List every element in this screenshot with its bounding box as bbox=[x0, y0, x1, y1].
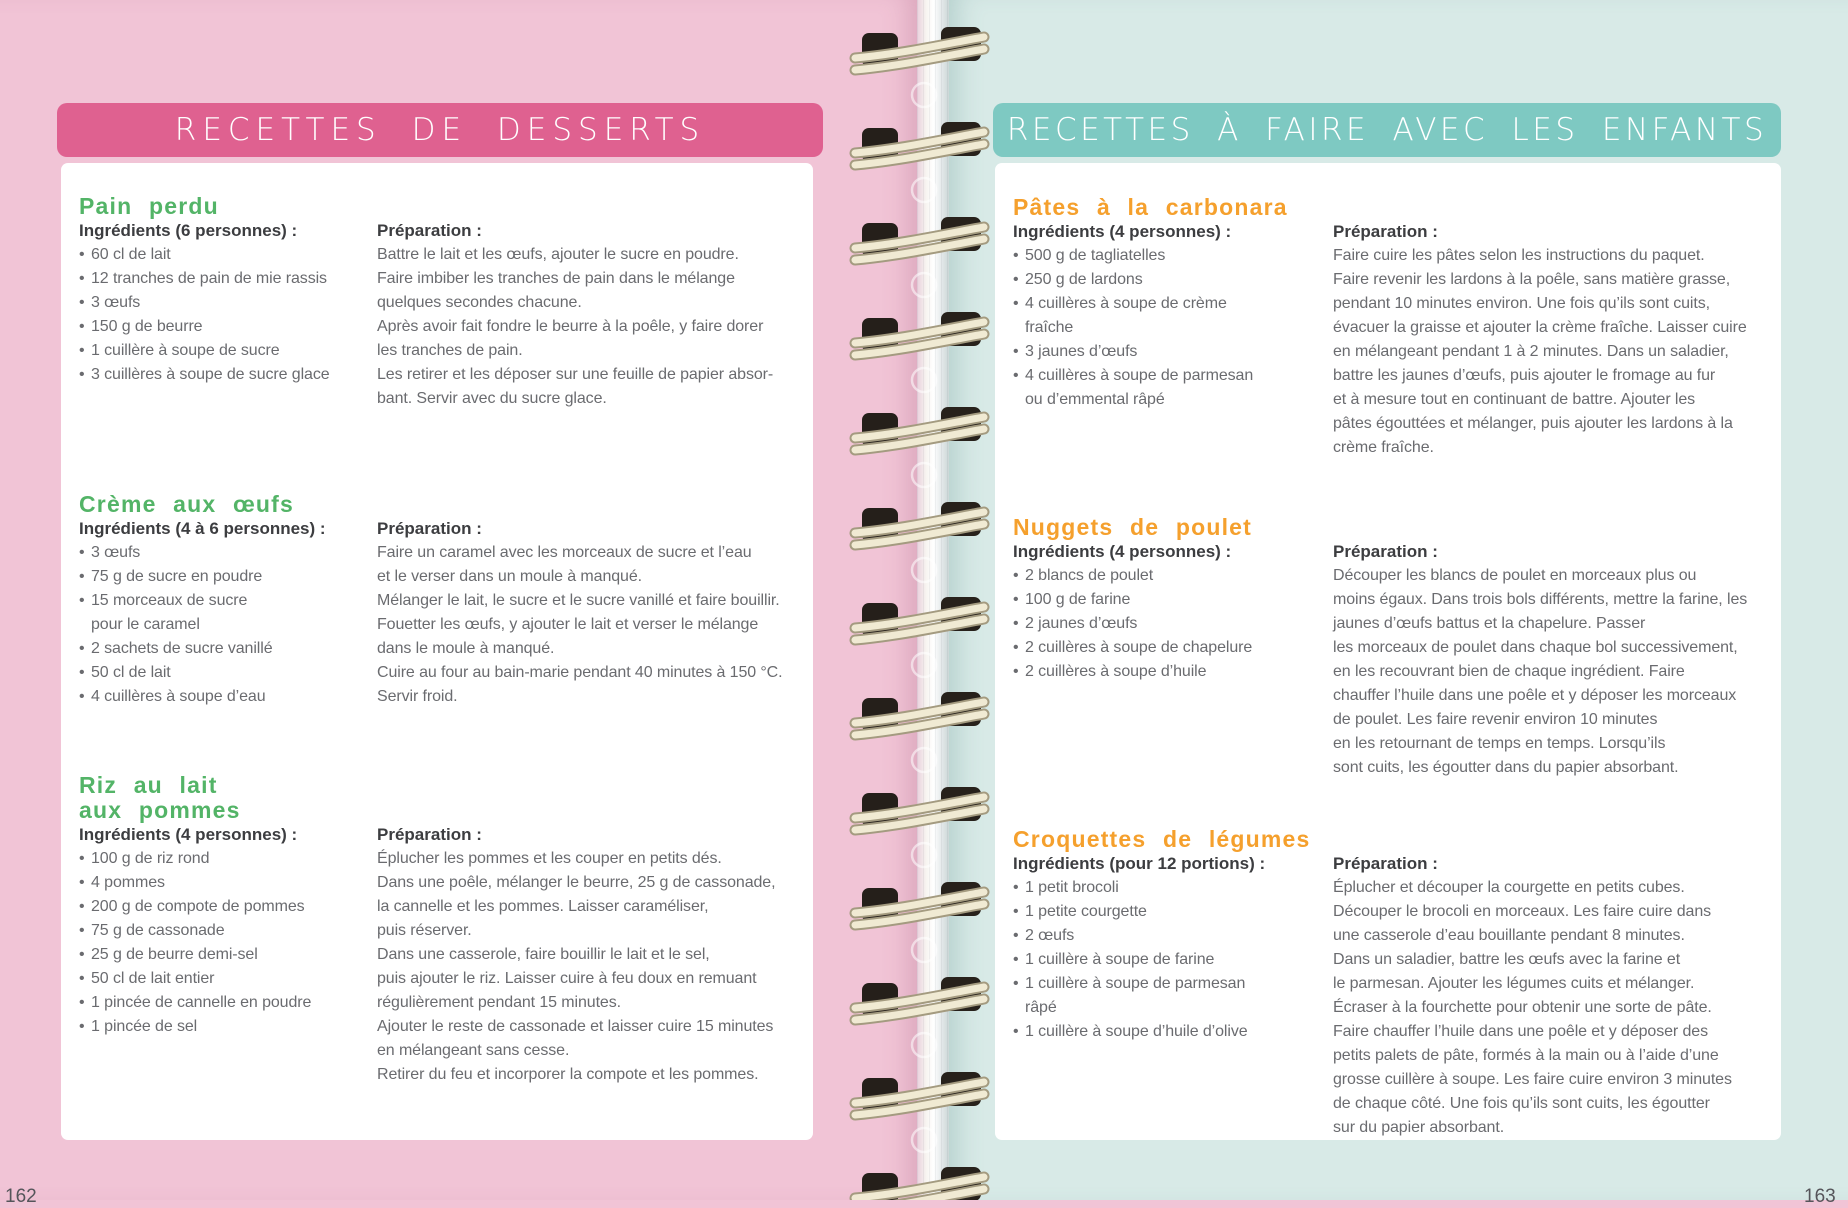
bullet-icon: • bbox=[1013, 295, 1019, 312]
ingredient-item: • 1 cuillère à soupe de farine bbox=[1013, 948, 1775, 972]
recipe bbox=[79, 772, 807, 1083]
bullet-icon: • bbox=[79, 640, 85, 657]
preparation-line: Battre le lait et les œufs, ajouter le sucre en poudre. bbox=[377, 246, 739, 263]
bullet-icon: • bbox=[1013, 591, 1019, 608]
recipe-title-line: aux pommes bbox=[79, 797, 241, 823]
bullet-icon: • bbox=[79, 318, 85, 335]
bullet-icon: • bbox=[1013, 615, 1019, 632]
preparation-line: puis ajouter le riz. Laisser cuire à feu doux en remuant bbox=[377, 970, 757, 987]
preparation-line: dans le moule à manqué. bbox=[377, 640, 555, 657]
bullet-icon: • bbox=[1013, 903, 1019, 920]
preparation-line: Dans une casserole, faire bouillir le lait et le sel, bbox=[377, 946, 710, 963]
bullet-icon: • bbox=[1013, 367, 1019, 384]
preparation-line: chauffer l’huile dans une poêle et y déposer les morceaux bbox=[1333, 687, 1737, 704]
ingredient-item: • 4 cuillères à soupe d’eau bbox=[79, 685, 807, 709]
ingredient-item: • 12 tranches de pain de mie rassis bbox=[79, 267, 807, 291]
ingredient-item: • 15 morceaux de sucre bbox=[79, 589, 807, 613]
preparation-line: Faire revenir les lardons à la poêle, sans matière grasse, bbox=[1333, 271, 1731, 288]
bullet-icon: • bbox=[79, 592, 85, 609]
bullet-icon: • bbox=[1013, 879, 1019, 896]
recipe-title-line: Croquettes de légumes bbox=[1013, 826, 1311, 852]
bullet-icon: • bbox=[79, 874, 85, 891]
preparation-text bbox=[1333, 876, 1732, 1140]
preparation-line: régulièrement pendant 15 minutes. bbox=[377, 994, 621, 1011]
right-page-banner-label: RECETTES À FAIRE AVEC LES ENFANTS bbox=[1006, 112, 1768, 148]
preparation-column bbox=[1333, 540, 1747, 780]
preparation-line: Dans un saladier, battre les œufs avec la farine et bbox=[1333, 951, 1681, 968]
bullet-icon: • bbox=[1013, 951, 1019, 968]
ingredient-item: • 3 jaunes d’œufs bbox=[1013, 340, 1775, 364]
preparation-line: moins égaux. Dans trois bols différents, mettre la farine, les bbox=[1333, 591, 1748, 608]
preparation-column bbox=[1333, 220, 1747, 460]
preparation-line: Écraser à la fourchette pour obtenir une sorte de pâte. bbox=[1333, 999, 1712, 1016]
bullet-icon: • bbox=[79, 664, 85, 681]
ingredient-item: • 75 g de sucre en poudre bbox=[79, 565, 807, 589]
bullet-icon: • bbox=[79, 946, 85, 963]
preparation-line: grosse cuillère à soupe. Les faire cuire environ 3 minutes bbox=[1333, 1071, 1732, 1088]
preparation-text bbox=[377, 243, 773, 411]
preparation-column bbox=[377, 823, 775, 1087]
ingredient-item: • 2 cuillères à soupe d’huile bbox=[1013, 660, 1775, 684]
bullet-icon: • bbox=[79, 544, 85, 561]
bullet-icon: • bbox=[79, 270, 85, 287]
recipe-title bbox=[79, 194, 807, 219]
preparation-column bbox=[377, 219, 773, 411]
preparation-line: Faire chauffer l’huile dans une poêle et y déposer des bbox=[1333, 1023, 1708, 1040]
ingredient-item: • 60 cl de lait bbox=[79, 243, 807, 267]
recipe bbox=[1013, 514, 1775, 776]
recipe-title-line: Nuggets de poulet bbox=[1013, 514, 1253, 540]
preparation-line: Servir froid. bbox=[377, 688, 458, 705]
preparation-column bbox=[377, 517, 783, 709]
ingredient-item: • 4 cuillères à soupe de crème bbox=[1013, 292, 1775, 316]
preparation-line: Faire imbiber les tranches de pain dans le mélange bbox=[377, 270, 735, 287]
recipe-title-line: Crème aux œufs bbox=[79, 491, 295, 517]
preparation-line: le parmesan. Ajouter les légumes cuits et mélanger. bbox=[1333, 975, 1695, 992]
ingredients-heading: Ingrédients (4 à 6 personnes) : bbox=[79, 519, 326, 538]
recipe bbox=[1013, 826, 1775, 1136]
right-page-card bbox=[995, 163, 1781, 1140]
ingredient-item: • 2 cuillères à soupe de chapelure bbox=[1013, 636, 1775, 660]
ingredient-item: • 1 pincée de cannelle en poudre bbox=[79, 991, 807, 1015]
preparation-line: sur du papier absorbant. bbox=[1333, 1119, 1505, 1136]
ingredient-item-continuation: pour le caramel bbox=[91, 616, 200, 633]
bullet-icon: • bbox=[79, 994, 85, 1011]
ingredient-item: • 200 g de compote de pommes bbox=[79, 895, 807, 919]
preparation-line: crème fraîche. bbox=[1333, 439, 1434, 456]
preparation-heading: Préparation : bbox=[377, 221, 482, 240]
recipe-title bbox=[79, 492, 807, 517]
spine-page-edges bbox=[917, 0, 949, 1200]
ingredient-item: • 500 g de tagliatelles bbox=[1013, 244, 1775, 268]
preparation-line: une casserole d’eau bouillante pendant 8 minutes. bbox=[1333, 927, 1685, 944]
bullet-icon: • bbox=[79, 342, 85, 359]
preparation-line: Dans une poêle, mélanger le beurre, 25 g de cassonade, bbox=[377, 874, 776, 891]
preparation-line: Éplucher les pommes et les couper en petits dés. bbox=[377, 850, 722, 867]
preparation-line: la cannelle et les pommes. Laisser caraméliser, bbox=[377, 898, 709, 915]
recipe-columns bbox=[79, 823, 807, 1083]
bullet-icon: • bbox=[1013, 975, 1019, 992]
ingredient-item-continuation: râpé bbox=[1025, 999, 1057, 1016]
recipe-title bbox=[79, 773, 807, 823]
bullet-icon: • bbox=[79, 970, 85, 987]
preparation-line: Mélanger le lait, le sucre et le sucre vanillé et faire bouillir. bbox=[377, 592, 780, 609]
preparation-line: petits palets de pâte, formés à la main ou à l’aide d’une bbox=[1333, 1047, 1719, 1064]
ingredients-heading: Ingrédients (4 personnes) : bbox=[1013, 542, 1232, 561]
preparation-heading: Préparation : bbox=[377, 519, 482, 538]
bullet-icon: • bbox=[79, 366, 85, 383]
recipe-title bbox=[1013, 195, 1775, 220]
preparation-line: Cuire au four au bain-marie pendant 40 minutes à 150 °C. bbox=[377, 664, 783, 681]
ingredient-item: • 1 cuillère à soupe de parmesan bbox=[1013, 972, 1775, 996]
ingredient-item-continuation: fraîche bbox=[1025, 319, 1074, 336]
preparation-line: Découper le brocoli en morceaux. Les faire cuire dans bbox=[1333, 903, 1712, 920]
preparation-line: en les retournant de temps en temps. Lorsqu’ils bbox=[1333, 735, 1666, 752]
recipe-title bbox=[1013, 515, 1775, 540]
recipe-columns bbox=[1013, 540, 1775, 776]
bullet-icon: • bbox=[1013, 663, 1019, 680]
ingredient-item: • 3 cuillères à soupe de sucre glace bbox=[79, 363, 807, 387]
left-page-banner bbox=[57, 103, 823, 157]
recipe-title-line: Riz au lait bbox=[79, 772, 218, 798]
bullet-icon: • bbox=[79, 898, 85, 915]
left-page-card bbox=[61, 163, 813, 1140]
ingredients-heading: Ingrédients (4 personnes) : bbox=[79, 825, 298, 844]
recipe-title bbox=[1013, 827, 1775, 852]
ingredient-item: • 25 g de beurre demi-sel bbox=[79, 943, 807, 967]
preparation-text bbox=[377, 847, 775, 1087]
ingredient-item: • 150 g de beurre bbox=[79, 315, 807, 339]
ingredients-heading: Ingrédients (pour 12 portions) : bbox=[1013, 854, 1266, 873]
ingredient-item: • 1 petite courgette bbox=[1013, 900, 1775, 924]
preparation-line: pendant 10 minutes environ. Une fois qu’ils sont cuits, bbox=[1333, 295, 1710, 312]
recipe-title-line: Pain perdu bbox=[79, 193, 219, 219]
ingredient-item: • 50 cl de lait entier bbox=[79, 967, 807, 991]
recipe-columns bbox=[79, 219, 807, 407]
page-number-left: 162 bbox=[5, 1186, 37, 1207]
preparation-line: Découper les blancs de poulet en morceaux plus ou bbox=[1333, 567, 1697, 584]
preparation-line: en mélangeant pendant 1 à 2 minutes. Dans un saladier, bbox=[1333, 343, 1729, 360]
ingredient-item: • 1 cuillère à soupe de sucre bbox=[79, 339, 807, 363]
preparation-line: en les recouvrant bien de chaque ingrédient. Faire bbox=[1333, 663, 1685, 680]
ingredient-item: • 2 sachets de sucre vanillé bbox=[79, 637, 807, 661]
bullet-icon: • bbox=[1013, 247, 1019, 264]
ingredient-item: • 50 cl de lait bbox=[79, 661, 807, 685]
recipe-columns bbox=[1013, 220, 1775, 456]
preparation-line: de chaque côté. Une fois qu’ils sont cuits, les égoutter bbox=[1333, 1095, 1710, 1112]
preparation-column bbox=[1333, 852, 1732, 1140]
recipe-columns bbox=[79, 517, 807, 709]
ingredient-item: • 100 g de farine bbox=[1013, 588, 1775, 612]
left-page-banner-label: RECETTES DE DESSERTS bbox=[174, 112, 706, 148]
ingredient-item: • 250 g de lardons bbox=[1013, 268, 1775, 292]
preparation-heading: Préparation : bbox=[1333, 854, 1438, 873]
preparation-line: Retirer du feu et incorporer la compote et les pommes. bbox=[377, 1066, 759, 1083]
recipe-title-line: Pâtes à la carbonara bbox=[1013, 194, 1288, 220]
preparation-line: Les retirer et les déposer sur une feuille de papier absor- bbox=[377, 366, 774, 383]
preparation-text bbox=[1333, 564, 1747, 780]
ingredient-item: • 2 œufs bbox=[1013, 924, 1775, 948]
bullet-icon: • bbox=[79, 850, 85, 867]
ingredient-item: • 4 pommes bbox=[79, 871, 807, 895]
ingredient-item-continuation: ou d’emmental râpé bbox=[1025, 391, 1165, 408]
preparation-text bbox=[377, 541, 783, 709]
ingredient-item: • 2 blancs de poulet bbox=[1013, 564, 1775, 588]
preparation-line: les morceaux de poulet dans chaque bol successivement, bbox=[1333, 639, 1738, 656]
bullet-icon: • bbox=[79, 568, 85, 585]
preparation-line: pâtes égouttées et mélanger, puis ajouter les lardons à la bbox=[1333, 415, 1733, 432]
preparation-heading: Préparation : bbox=[1333, 542, 1438, 561]
page-number-right: 163 bbox=[1804, 1186, 1836, 1207]
ingredient-item: • 75 g de cassonade bbox=[79, 919, 807, 943]
ingredient-item: • 100 g de riz rond bbox=[79, 847, 807, 871]
preparation-line: Ajouter le reste de cassonade et laisser cuire 15 minutes bbox=[377, 1018, 774, 1035]
preparation-line: en mélangeant sans cesse. bbox=[377, 1042, 570, 1059]
preparation-line: jaunes d’œufs battus et la chapelure. Passer bbox=[1333, 615, 1646, 632]
recipe bbox=[79, 193, 807, 407]
recipe-columns bbox=[1013, 852, 1775, 1136]
bullet-icon: • bbox=[79, 294, 85, 311]
preparation-line: puis réserver. bbox=[377, 922, 472, 939]
preparation-line: bant. Servir avec du sucre glace. bbox=[377, 390, 607, 407]
right-page-banner bbox=[993, 103, 1781, 157]
ingredient-item: • 3 œufs bbox=[79, 541, 807, 565]
ingredients-heading: Ingrédients (4 personnes) : bbox=[1013, 222, 1232, 241]
ingredient-item: • 2 jaunes d’œufs bbox=[1013, 612, 1775, 636]
preparation-line: Éplucher et découper la courgette en petits cubes. bbox=[1333, 879, 1685, 896]
ingredient-item: • 1 cuillère à soupe d’huile d’olive bbox=[1013, 1020, 1775, 1044]
bullet-icon: • bbox=[79, 246, 85, 263]
preparation-line: de poulet. Les faire revenir environ 10 minutes bbox=[1333, 711, 1658, 728]
preparation-heading: Préparation : bbox=[377, 825, 482, 844]
bullet-icon: • bbox=[1013, 927, 1019, 944]
bullet-icon: • bbox=[1013, 343, 1019, 360]
preparation-line: Faire cuire les pâtes selon les instructions du paquet. bbox=[1333, 247, 1705, 264]
bullet-icon: • bbox=[1013, 639, 1019, 656]
bullet-icon: • bbox=[79, 688, 85, 705]
bullet-icon: • bbox=[1013, 567, 1019, 584]
bullet-icon: • bbox=[79, 1018, 85, 1035]
bullet-icon: • bbox=[1013, 1023, 1019, 1040]
ingredient-item: • 3 œufs bbox=[79, 291, 807, 315]
ingredient-item: • 1 pincée de sel bbox=[79, 1015, 807, 1039]
preparation-text bbox=[1333, 244, 1747, 460]
ingredients-heading: Ingrédients (6 personnes) : bbox=[79, 221, 298, 240]
preparation-line: les tranches de pain. bbox=[377, 342, 523, 359]
bullet-icon: • bbox=[79, 922, 85, 939]
preparation-line: Après avoir fait fondre le beurre à la poêle, y faire dorer bbox=[377, 318, 764, 335]
preparation-line: battre les jaunes d’œufs, puis ajouter le fromage au fur bbox=[1333, 367, 1716, 384]
recipe bbox=[79, 492, 807, 709]
preparation-line: évacuer la graisse et ajouter la crème fraîche. Laisser cuire bbox=[1333, 319, 1747, 336]
bullet-icon: • bbox=[1013, 271, 1019, 288]
ingredient-item: • 1 petit brocoli bbox=[1013, 876, 1775, 900]
recipe bbox=[1013, 194, 1775, 456]
preparation-line: et à mesure tout en continuant de battre. Ajouter les bbox=[1333, 391, 1696, 408]
preparation-line: sont cuits, les égoutter dans du papier absorbant. bbox=[1333, 759, 1679, 776]
preparation-line: Fouetter les œufs, y ajouter le lait et verser le mélange bbox=[377, 616, 759, 633]
preparation-line: et le verser dans un moule à manqué. bbox=[377, 568, 643, 585]
preparation-line: Faire un caramel avec les morceaux de sucre et l’eau bbox=[377, 544, 752, 561]
preparation-heading: Préparation : bbox=[1333, 222, 1438, 241]
ingredient-item: • 4 cuillères à soupe de parmesan bbox=[1013, 364, 1775, 388]
preparation-line: quelques secondes chacune. bbox=[377, 294, 582, 311]
